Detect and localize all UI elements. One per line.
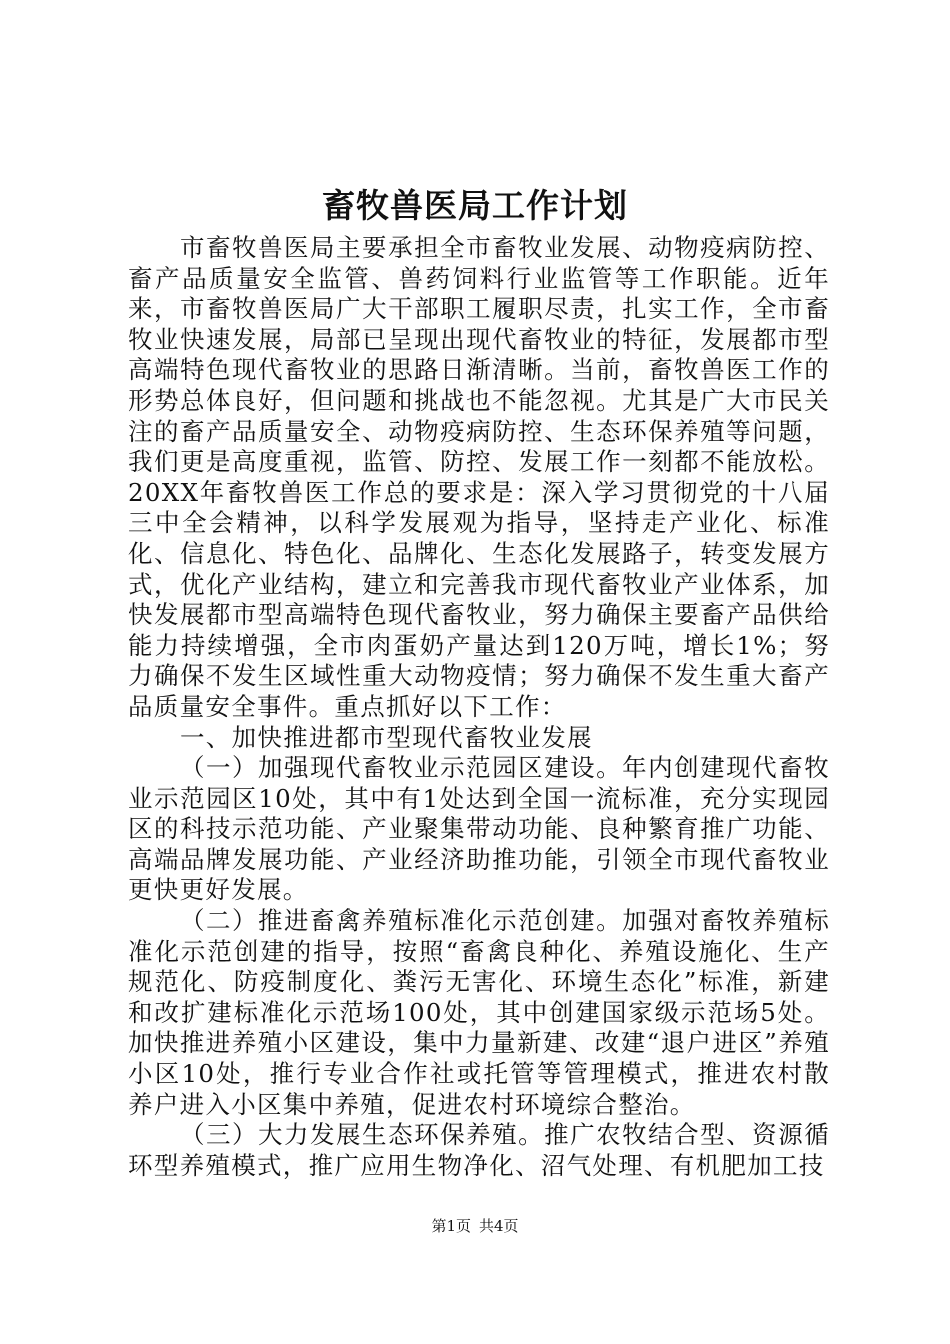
paragraph-item-3: （三）大力发展生态环保养殖。推广农牧结合型、资源循环型养殖模式，推广应用生物净化、沼气处理、有机肥加工技 [128, 1120, 830, 1180]
page-number: 第1页 [431, 1217, 471, 1235]
section-heading-1: 一、加快推进都市型现代畜牧业发展 [180, 722, 593, 752]
document-title: 畜牧兽医局工作计划 [322, 186, 628, 225]
paragraph-item-1: （一）加强现代畜牧业示范园区建设。年内创建现代畜牧业示范园区10处，其中有1处达到全国一流标准，充分实现园区的科技示范功能、产业聚集带动功能、良种繁育推广功能、高端品牌发展功能、产业经济助推功能，引领全市现代畜牧业更快更好发展。 [128, 753, 830, 905]
page-footer [0, 1216, 950, 1236]
paragraph-item-2: （二）推进畜禽养殖标准化示范创建。加强对畜牧养殖标准化示范创建的指导，按照“畜禽良种化、养殖设施化、生产规范化、防疫制度化、粪污无害化、环境生态化”标准，新建和改扩建标准化示范场100处，其中创建国家级示范场5处。加快推进养殖小区建设，集中力量新建、改建“退户进区”养殖小区10处，推行专业合作社或托管等管理模式，推进农村散养户进入小区集中养殖，促进农村环境综合整治。 [128, 906, 830, 1119]
document-body [128, 233, 830, 1181]
page-total: 共4页 [479, 1217, 519, 1235]
paragraph-intro: 市畜牧兽医局主要承担全市畜牧业发展、动物疫病防控、畜产品质量安全监管、兽药饲料行业监管等工作职能。近年来，市畜牧兽医局广大干部职工履职尽责，扎实工作，全市畜牧业快速发展，局部已呈现出现代畜牧业的特征，发展都市型高端特色现代畜牧业的思路日渐清晰。当前，畜牧兽医工作的形势总体良好，但问题和挑战也不能忽视。尤其是广大市民关注的畜产品质量安全、动物疫病防控、生态环保养殖等问题，我们更是高度重视，监管、防控、发展工作一刻都不能放松。20XX年畜牧兽医工作总的要求是：深入学习贯彻党的十八届三中全会精神，以科学发展观为指导，坚持走产业化、标准化、信息化、特色化、品牌化、生态化发展路子，转变发展方式，优化产业结构，建立和完善我市现代畜牧业产业体系，加快发展都市型高端特色现代畜牧业，努力确保主要畜产品供给能力持续增强，全市肉蛋奶产量达到120万吨，增长1%；努力确保不发生区域性重大动物疫情；努力确保不发生重大畜产品质量安全事件。重点抓好以下工作： [128, 233, 830, 721]
